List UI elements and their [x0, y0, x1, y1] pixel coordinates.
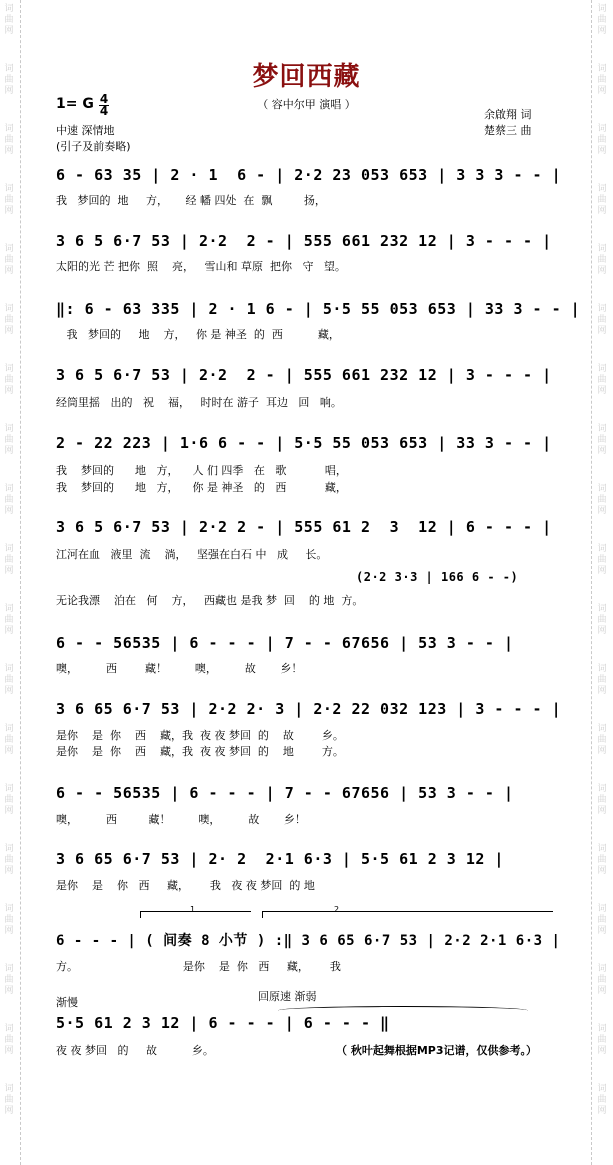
- interlude-notes: (2·2 3·3 | 166 6 - -): [356, 570, 519, 584]
- watermark-text: 词曲网: [597, 184, 607, 216]
- notes-line: 6 - - 56535 | 6 - - - | 7 - - 67656 | 53 3 - - |: [56, 634, 514, 652]
- notes-line: 6 - 63 35 | 2 · 1 6 - | 2·2 23 053 653 | 3 3 3 - - |: [56, 166, 562, 184]
- watermark-text: 词曲网: [4, 724, 14, 756]
- notes-line: ‖: 6 - 63 335 | 2 · 1 6 - | 5·5 55 053 653 | 33 3 - - |: [56, 300, 581, 318]
- volta-number-2: 2: [334, 905, 340, 914]
- composer-credit: 楚蔡三 曲: [484, 124, 532, 137]
- notes-line: 3 6 5 6·7 53 | 2·2 2 - | 555 661 232 12 | 3 - - - |: [56, 366, 552, 384]
- lyrics-line: 夜 夜 梦回 的 故 乡。: [56, 1044, 214, 1057]
- lyrics-line: 我 梦回的 地 方， 人 们 四季 在 歌 唱，: [56, 464, 347, 477]
- marking-ritardando: 渐慢: [56, 996, 78, 1009]
- transcription-note: （ 秋叶起舞根据MP3记谱，仅供参考。）: [336, 1044, 537, 1057]
- lyrics-line: 太阳的光 芒 把你 照 亮， 雪山和 草原 把你 守 望。: [56, 260, 346, 273]
- lyrics-line: 江河在血 液里 流 淌， 坚强在白石 中 成 长。: [56, 548, 328, 561]
- watermark-text: 词曲网: [4, 304, 14, 336]
- watermark-text: 词曲网: [4, 904, 14, 936]
- lyrics-line: 噢， 西 藏！ 噢， 故 乡！: [56, 813, 306, 826]
- watermark-text: 词曲网: [597, 124, 607, 156]
- watermark-text: 词曲网: [4, 844, 14, 876]
- lyrics-line: 方。 是你 是 你 西 藏， 我: [56, 960, 341, 973]
- intro-note: (引子及前奏略): [56, 140, 131, 153]
- watermark-text: 词曲网: [597, 484, 607, 516]
- time-signature: [98, 94, 110, 117]
- watermark-text: 词曲网: [4, 124, 14, 156]
- watermark-text: 词曲网: [4, 4, 14, 36]
- lyricist-credit: 余啟翔 词: [484, 108, 532, 121]
- notes-line: 3 6 65 6·7 53 | 2·2 2· 3 | 2·2 22 032 123 | 3 - - - |: [56, 700, 562, 718]
- watermark-text: 词曲网: [597, 1084, 607, 1116]
- key-signature: 1= G: [56, 96, 94, 112]
- watermark-text: 词曲网: [4, 1024, 14, 1056]
- watermark-text: 词曲网: [4, 184, 14, 216]
- watermark-text: 词曲网: [597, 904, 607, 936]
- notes-line: 3 6 5 6·7 53 | 2·2 2 - | 555 661 232 12 | 3 - - - |: [56, 232, 552, 250]
- lyrics-line: 我 梦回的 地 方， 你 是 神圣 的 西 藏，: [56, 328, 340, 341]
- time-signature-bottom: 4: [99, 104, 109, 118]
- watermark-text: 词曲网: [597, 604, 607, 636]
- watermark-text: 词曲网: [597, 964, 607, 996]
- notes-line: 3 6 65 6·7 53 | 2· 2 2·1 6·3 | 5·5 61 2 3 12 |: [56, 850, 504, 868]
- watermark-text: 词曲网: [597, 724, 607, 756]
- watermark-text: 词曲网: [597, 784, 607, 816]
- watermark-text: 词曲网: [4, 1084, 14, 1116]
- lyrics-line: 经筒里摇 出的 祝 福， 时时在 游子 耳边 回 响。: [56, 396, 342, 409]
- singer-credit: （ 容中尔甲 演唱 ）: [257, 98, 356, 111]
- watermark-text: 词曲网: [597, 64, 607, 96]
- watermark-text: 词曲网: [597, 364, 607, 396]
- notes-line: 3 6 5 6·7 53 | 2·2 2 - | 555 61 2 3 12 | 6 - - - |: [56, 518, 552, 536]
- watermark-text: 词曲网: [4, 604, 14, 636]
- watermark-text: 词曲网: [4, 664, 14, 696]
- notes-line: 5·5 61 2 3 12 | 6 - - - | 6 - - - ‖: [56, 1014, 390, 1032]
- song-title: 梦回西藏: [252, 62, 361, 92]
- watermark-text: 词曲网: [597, 244, 607, 276]
- watermark-text: 词曲网: [4, 424, 14, 456]
- watermark-text: 词曲网: [4, 784, 14, 816]
- lyrics-line: 是你 是 你 西 藏， 我 夜 夜 梦回 的 地: [56, 879, 315, 892]
- watermark-text: 词曲网: [4, 64, 14, 96]
- notes-line: 2 - 22 223 | 1·6 6 - - | 5·5 55 053 653 | 33 3 - - |: [56, 434, 552, 452]
- lyrics-line: 我 梦回的 地 方， 经 幡 四处 在 飘 扬，: [56, 194, 326, 207]
- lyrics-line: 无论我漂 泊在 何 方， 西藏也 是我 梦 回 的 地 方。: [56, 594, 364, 607]
- watermark-text: 词曲网: [597, 844, 607, 876]
- watermark-text: 词曲网: [4, 964, 14, 996]
- watermark-text: 词曲网: [4, 244, 14, 276]
- watermark-text: 词曲网: [597, 304, 607, 336]
- lyrics-line: 是你 是 你 西 藏，我 夜 夜 梦回 的 地 方。: [56, 745, 344, 758]
- lyrics-line: 噢， 西 藏！ 噢， 故 乡！: [56, 662, 303, 675]
- watermark-text: 词曲网: [597, 664, 607, 696]
- lyrics-line: 我 梦回的 地 方， 你 是 神圣 的 西 藏，: [56, 481, 347, 494]
- left-border: [20, 0, 21, 1165]
- volta-bracket-1: [140, 911, 251, 918]
- watermark-text: 词曲网: [4, 484, 14, 516]
- watermark-text: 词曲网: [597, 544, 607, 576]
- watermark-text: 词曲网: [597, 1024, 607, 1056]
- watermark-text: 词曲网: [4, 364, 14, 396]
- tempo-marking: 中速 深情地: [56, 124, 115, 137]
- marking-a-tempo: 回原速 渐弱: [258, 990, 317, 1003]
- watermark-text: 词曲网: [597, 4, 607, 36]
- time-signature-top: 4: [99, 92, 109, 106]
- notes-line: 6 - - - | ( 间奏 8 小节 ) :‖ 3 6 65 6·7 53 | 2·2 2·1 6·3 |: [56, 933, 561, 949]
- volta-bracket-2: [262, 911, 553, 918]
- watermark-text: 词曲网: [4, 544, 14, 576]
- watermark-text: 词曲网: [597, 424, 607, 456]
- lyrics-line: 是你 是 你 西 藏，我 夜 夜 梦回 的 故 乡。: [56, 729, 344, 742]
- right-border: [591, 0, 592, 1165]
- notes-line: 6 - - 56535 | 6 - - - | 7 - - 67656 | 53 3 - - |: [56, 784, 514, 802]
- volta-number-1: 1: [190, 905, 196, 914]
